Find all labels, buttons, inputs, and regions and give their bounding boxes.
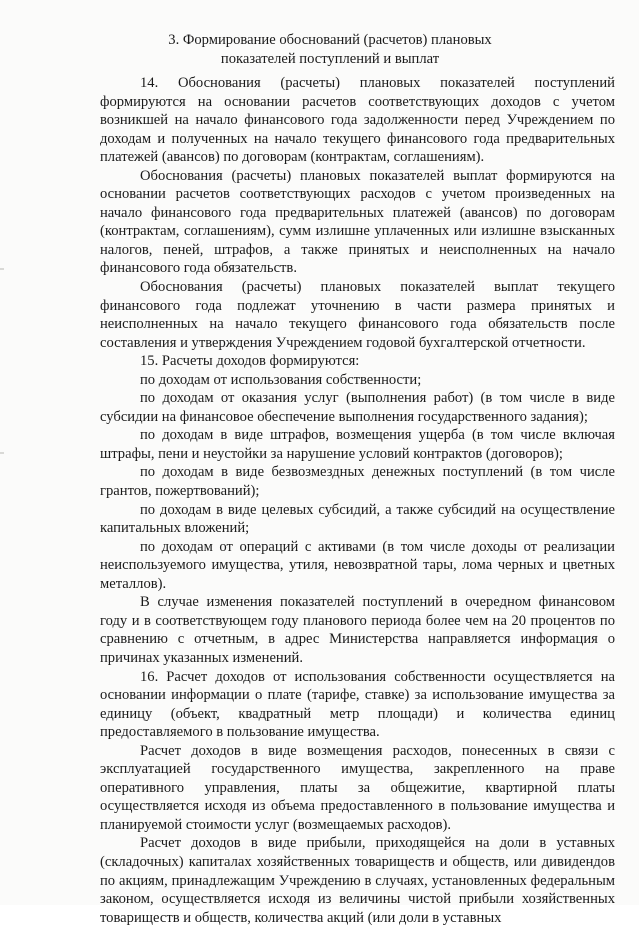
list-item: по доходам в виде целевых субсидий, а также субсидий на осуществление капитальных вложений;	[100, 501, 615, 537]
paragraph: 15. Расчеты доходов формируются:	[140, 353, 360, 370]
paragraph: Расчет доходов в виде прибыли, приходящейся на доли в уставных (складочных) капиталах хозяйственных товариществ и обществ, или дивидендов по акциям, принадлежащим Учреждению в случаях, установленных федеральным законом, осуществляется исходя из величины чистой прибыли хозяйственных товариществ и обществ, количества акций (или доли в уставных	[100, 835, 615, 926]
section-heading-line: показателей поступлений и выплат	[220, 50, 440, 67]
list-item: по доходам от использования собственности;	[140, 371, 422, 388]
paragraph: Обоснования (расчеты) плановых показателей выплат формируются на основании расчетов соответствующих расходов с учетом произведенных на начало финансового года предварительных платежей (авансов) по договорам (контрактам, соглашениям), сумм излишне уплаченных или излишне взысканных налогов, пеней, штрафов, а также принятых и неисполненных на начало финансового года обязательств.	[100, 167, 615, 277]
document-body	[100, 74, 615, 927]
paragraph: Обоснования (расчеты) плановых показателей выплат текущего финансового года подлежат уточнению в части размера принятых и неисполненных на начало текущего финансового года обязательств после составления и утверждения Учреждением годовой бухгалтерской отчетности.	[100, 279, 615, 351]
paragraph: Расчет доходов в виде возмещения расходов, понесенных в связи с эксплуатацией государственного имущества, закрепленного на праве оперативного управления, платы за общежитие, квартирной платы осуществляется исходя из объема предоставленного в пользование имущества и планируемой стоимости услуг (возмещаемых расходов).	[100, 742, 615, 833]
list-item: по доходам в виде штрафов, возмещения ущерба (в том числе включая штрафы, пени и неустойки за нарушение условий контрактов (договоров);	[100, 427, 615, 462]
section-heading-line: 3. Формирование обоснований (расчетов) плановых	[168, 32, 492, 48]
scan-edge-mark	[0, 268, 4, 270]
scan-edge-mark	[0, 452, 4, 454]
paragraph: 14. Обоснования (расчеты) плановых показателей поступлений формируются на основании расчетов соответствующих доходов с учетом возникшей на начало финансового года задолженности перед Учреждением по доходам и полученных на начало текущего финансового года предварительных платежей (авансов) по договорам (контрактам, соглашениям).	[100, 75, 615, 166]
list-item: по доходам от операций с активами (в том числе доходы от реализации неиспользуемого имущества, утиля, невозвратной тары, лома черных и цветных металлов).	[100, 538, 615, 592]
list-item: по доходам от оказания услуг (выполнения работ) (в том числе в виде субсидии на финансовое обеспечение выполнения государственного задания);	[100, 390, 615, 425]
section-heading	[100, 31, 560, 68]
paragraph: В случае изменения показателей поступлений в очередном финансовом году и в соответствующем году планового периода более чем на 20 процентов по сравнению с отчетным, в адрес Министерства направляется информация о причинах указанных изменений.	[100, 594, 615, 666]
list-item: по доходам в виде безвозмездных денежных поступлений (в том числе грантов, пожертвований);	[100, 464, 615, 500]
paragraph: 16. Расчет доходов от использования собственности осуществляется на основании информации о плате (тарифе, ставке) за использование имущества за единицу (объект, квадратный метр площади) и количества единиц предоставляемого в пользование имущества.	[100, 668, 615, 741]
